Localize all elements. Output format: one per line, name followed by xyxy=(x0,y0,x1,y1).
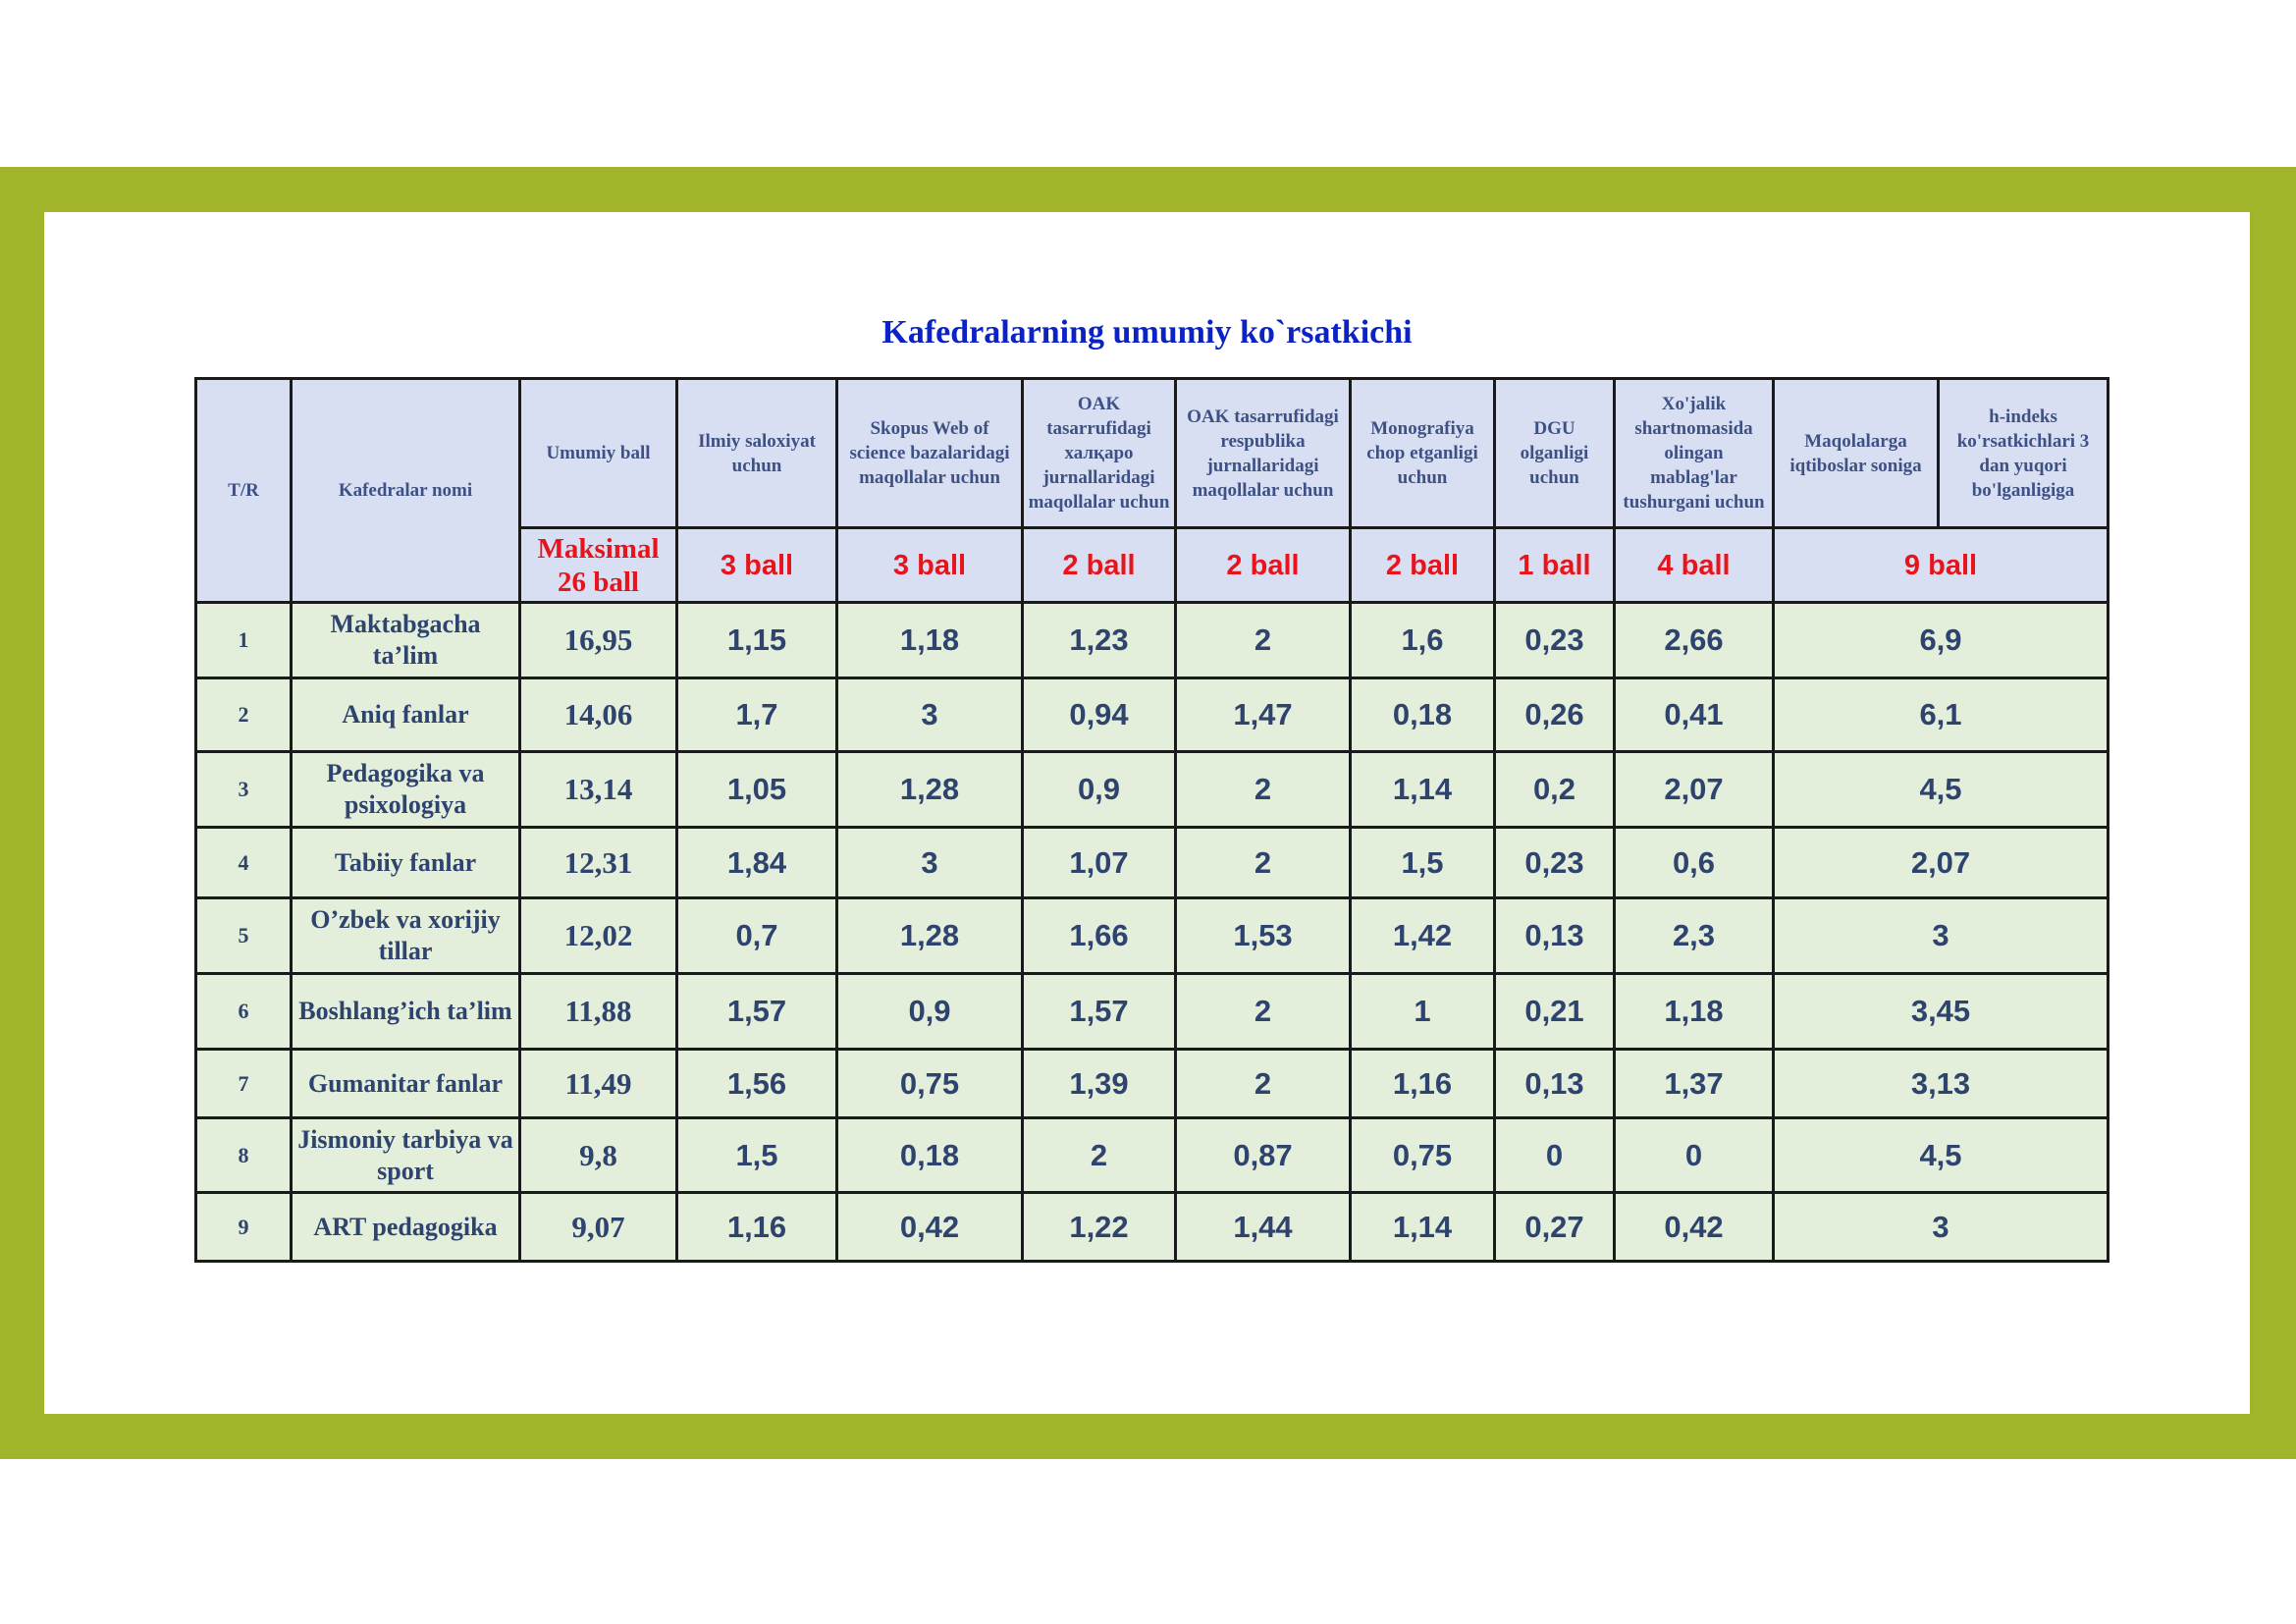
max-umumiy xyxy=(520,528,677,603)
value-ilmiy: 1,57 xyxy=(677,974,837,1050)
col-header-skopus: Skopus Web of science bazalaridagi maqollalar uchun xyxy=(837,379,1023,528)
value-xojalik: 1,37 xyxy=(1615,1050,1774,1118)
row-number: 9 xyxy=(196,1193,292,1262)
value-monografiya: 1,14 xyxy=(1351,1193,1495,1262)
value-skopus: 1,28 xyxy=(837,752,1023,828)
col-header-monografiya: Monografiya chop etganligi uchun xyxy=(1351,379,1495,528)
row-number: 6 xyxy=(196,974,292,1050)
department-name: Jismoniy tarbiya va sport xyxy=(292,1118,520,1193)
value-skopus: 0,42 xyxy=(837,1193,1023,1262)
value-iqtibos-hindeks: 3,45 xyxy=(1774,974,2109,1050)
value-oak-xalqaro: 1,22 xyxy=(1023,1193,1176,1262)
value-xojalik: 1,18 xyxy=(1615,974,1774,1050)
table-row xyxy=(196,603,2109,678)
value-xojalik: 0,41 xyxy=(1615,678,1774,752)
document-panel xyxy=(44,212,2250,1414)
table-row xyxy=(196,828,2109,898)
value-oak-respublika: 1,47 xyxy=(1176,678,1351,752)
max-dgu: 1 ball xyxy=(1495,528,1615,603)
value-monografiya: 1,5 xyxy=(1351,828,1495,898)
department-name: Gumanitar fanlar xyxy=(292,1050,520,1118)
value-dgu: 0 xyxy=(1495,1118,1615,1193)
value-iqtibos-hindeks: 6,1 xyxy=(1774,678,2109,752)
value-xojalik: 0,6 xyxy=(1615,828,1774,898)
department-name: Tabiiy fanlar xyxy=(292,828,520,898)
col-header-iqtibos: Maqolalarga iqtiboslar soniga xyxy=(1774,379,1939,528)
value-xojalik: 2,3 xyxy=(1615,898,1774,974)
max-iqtibos-hindeks: 9 ball xyxy=(1774,528,2109,603)
col-header-oak-respublika: OAK tasarrufidagi respublika jurnallaridagi maqollalar uchun xyxy=(1176,379,1351,528)
col-header-dgu: DGU olganligi uchun xyxy=(1495,379,1615,528)
value-oak-respublika: 2 xyxy=(1176,1050,1351,1118)
value-monografiya: 1 xyxy=(1351,974,1495,1050)
value-monografiya: 1,6 xyxy=(1351,603,1495,678)
value-dgu: 0,21 xyxy=(1495,974,1615,1050)
value-iqtibos-hindeks: 4,5 xyxy=(1774,752,2109,828)
value-oak-respublika: 1,53 xyxy=(1176,898,1351,974)
value-xojalik: 0 xyxy=(1615,1118,1774,1193)
value-skopus: 3 xyxy=(837,678,1023,752)
value-dgu: 0,23 xyxy=(1495,603,1615,678)
value-oak-xalqaro: 1,07 xyxy=(1023,828,1176,898)
value-monografiya: 1,42 xyxy=(1351,898,1495,974)
value-xojalik: 0,42 xyxy=(1615,1193,1774,1262)
value-iqtibos-hindeks: 3,13 xyxy=(1774,1050,2109,1118)
value-ilmiy: 1,16 xyxy=(677,1193,837,1262)
value-ilmiy: 1,56 xyxy=(677,1050,837,1118)
value-oak-xalqaro: 1,23 xyxy=(1023,603,1176,678)
table-row xyxy=(196,1118,2109,1193)
row-number: 7 xyxy=(196,1050,292,1118)
value-monografiya: 0,75 xyxy=(1351,1118,1495,1193)
value-monografiya: 1,14 xyxy=(1351,752,1495,828)
value-iqtibos-hindeks: 6,9 xyxy=(1774,603,2109,678)
col-header-xojalik: Xo'jalik shartnomasida olingan mablag'lar tushurgani uchun xyxy=(1615,379,1774,528)
value-oak-xalqaro: 1,66 xyxy=(1023,898,1176,974)
max-oak-respublika: 2 ball xyxy=(1176,528,1351,603)
row-number: 3 xyxy=(196,752,292,828)
value-oak-respublika: 2 xyxy=(1176,752,1351,828)
value-skopus: 0,18 xyxy=(837,1118,1023,1193)
table-row xyxy=(196,1050,2109,1118)
value-umumiy: 12,02 xyxy=(520,898,677,974)
value-oak-xalqaro: 0,9 xyxy=(1023,752,1176,828)
col-header-tr: T/R xyxy=(196,379,292,603)
value-dgu: 0,13 xyxy=(1495,1050,1615,1118)
value-oak-respublika: 1,44 xyxy=(1176,1193,1351,1262)
value-xojalik: 2,07 xyxy=(1615,752,1774,828)
max-skopus: 3 ball xyxy=(837,528,1023,603)
value-oak-xalqaro: 1,57 xyxy=(1023,974,1176,1050)
value-umumiy: 11,49 xyxy=(520,1050,677,1118)
value-dgu: 0,27 xyxy=(1495,1193,1615,1262)
value-umumiy: 16,95 xyxy=(520,603,677,678)
value-ilmiy: 1,7 xyxy=(677,678,837,752)
value-umumiy: 11,88 xyxy=(520,974,677,1050)
value-oak-xalqaro: 1,39 xyxy=(1023,1050,1176,1118)
department-name: Pedagogika va psixologiya xyxy=(292,752,520,828)
table-row xyxy=(196,678,2109,752)
value-dgu: 0,23 xyxy=(1495,828,1615,898)
department-name: Boshlang’ich ta’lim xyxy=(292,974,520,1050)
row-number: 2 xyxy=(196,678,292,752)
value-oak-respublika: 0,87 xyxy=(1176,1118,1351,1193)
row-number: 5 xyxy=(196,898,292,974)
col-header-hindeks: h-indeks ko'rsatkichlari 3 dan yuqori bo'lganligiga xyxy=(1939,379,2109,528)
page-title: Kafedralarning umumiy ko`rsatkichi xyxy=(881,314,1413,351)
value-oak-respublika: 2 xyxy=(1176,828,1351,898)
value-dgu: 0,2 xyxy=(1495,752,1615,828)
value-oak-xalqaro: 2 xyxy=(1023,1118,1176,1193)
value-skopus: 3 xyxy=(837,828,1023,898)
value-ilmiy: 1,84 xyxy=(677,828,837,898)
value-ilmiy: 1,5 xyxy=(677,1118,837,1193)
value-umumiy: 14,06 xyxy=(520,678,677,752)
max-umumiy-line2: 26 ball xyxy=(558,566,639,598)
value-iqtibos-hindeks: 3 xyxy=(1774,1193,2109,1262)
table-row xyxy=(196,974,2109,1050)
value-monografiya: 0,18 xyxy=(1351,678,1495,752)
value-monografiya: 1,16 xyxy=(1351,1050,1495,1118)
department-name: Maktabgacha ta’lim xyxy=(292,603,520,678)
max-oak-xalqaro: 2 ball xyxy=(1023,528,1176,603)
value-iqtibos-hindeks: 4,5 xyxy=(1774,1118,2109,1193)
department-name: O’zbek va xorijiy tillar xyxy=(292,898,520,974)
max-umumiy-line1: Maksimal xyxy=(537,532,660,565)
col-header-ilmiy: Ilmiy saloxiyat uchun xyxy=(677,379,837,528)
table-row xyxy=(196,752,2109,828)
max-ilmiy: 3 ball xyxy=(677,528,837,603)
departments-table xyxy=(194,377,2109,1263)
value-iqtibos-hindeks: 2,07 xyxy=(1774,828,2109,898)
row-number: 8 xyxy=(196,1118,292,1193)
value-dgu: 0,26 xyxy=(1495,678,1615,752)
value-umumiy: 12,31 xyxy=(520,828,677,898)
value-iqtibos-hindeks: 3 xyxy=(1774,898,2109,974)
value-skopus: 0,9 xyxy=(837,974,1023,1050)
value-skopus: 1,28 xyxy=(837,898,1023,974)
col-header-name: Kafedralar nomi xyxy=(292,379,520,603)
table-row xyxy=(196,1193,2109,1262)
col-header-umumiy: Umumiy ball xyxy=(520,379,677,528)
value-ilmiy: 0,7 xyxy=(677,898,837,974)
row-number: 4 xyxy=(196,828,292,898)
col-header-oak-xalqaro: OAK tasarrufidagi халқаро jurnallaridagi maqollalar uchun xyxy=(1023,379,1176,528)
value-skopus: 0,75 xyxy=(837,1050,1023,1118)
header-row xyxy=(196,379,2109,528)
value-ilmiy: 1,15 xyxy=(677,603,837,678)
table-row xyxy=(196,898,2109,974)
max-xojalik: 4 ball xyxy=(1615,528,1774,603)
value-umumiy: 9,07 xyxy=(520,1193,677,1262)
value-xojalik: 2,66 xyxy=(1615,603,1774,678)
value-ilmiy: 1,05 xyxy=(677,752,837,828)
value-dgu: 0,13 xyxy=(1495,898,1615,974)
value-oak-respublika: 2 xyxy=(1176,603,1351,678)
value-oak-respublika: 2 xyxy=(1176,974,1351,1050)
value-skopus: 1,18 xyxy=(837,603,1023,678)
green-frame xyxy=(0,167,2296,1459)
value-umumiy: 13,14 xyxy=(520,752,677,828)
max-monografiya: 2 ball xyxy=(1351,528,1495,603)
value-umumiy: 9,8 xyxy=(520,1118,677,1193)
table-body xyxy=(196,603,2109,1262)
department-name: ART pedagogika xyxy=(292,1193,520,1262)
department-name: Aniq fanlar xyxy=(292,678,520,752)
row-number: 1 xyxy=(196,603,292,678)
value-oak-xalqaro: 0,94 xyxy=(1023,678,1176,752)
